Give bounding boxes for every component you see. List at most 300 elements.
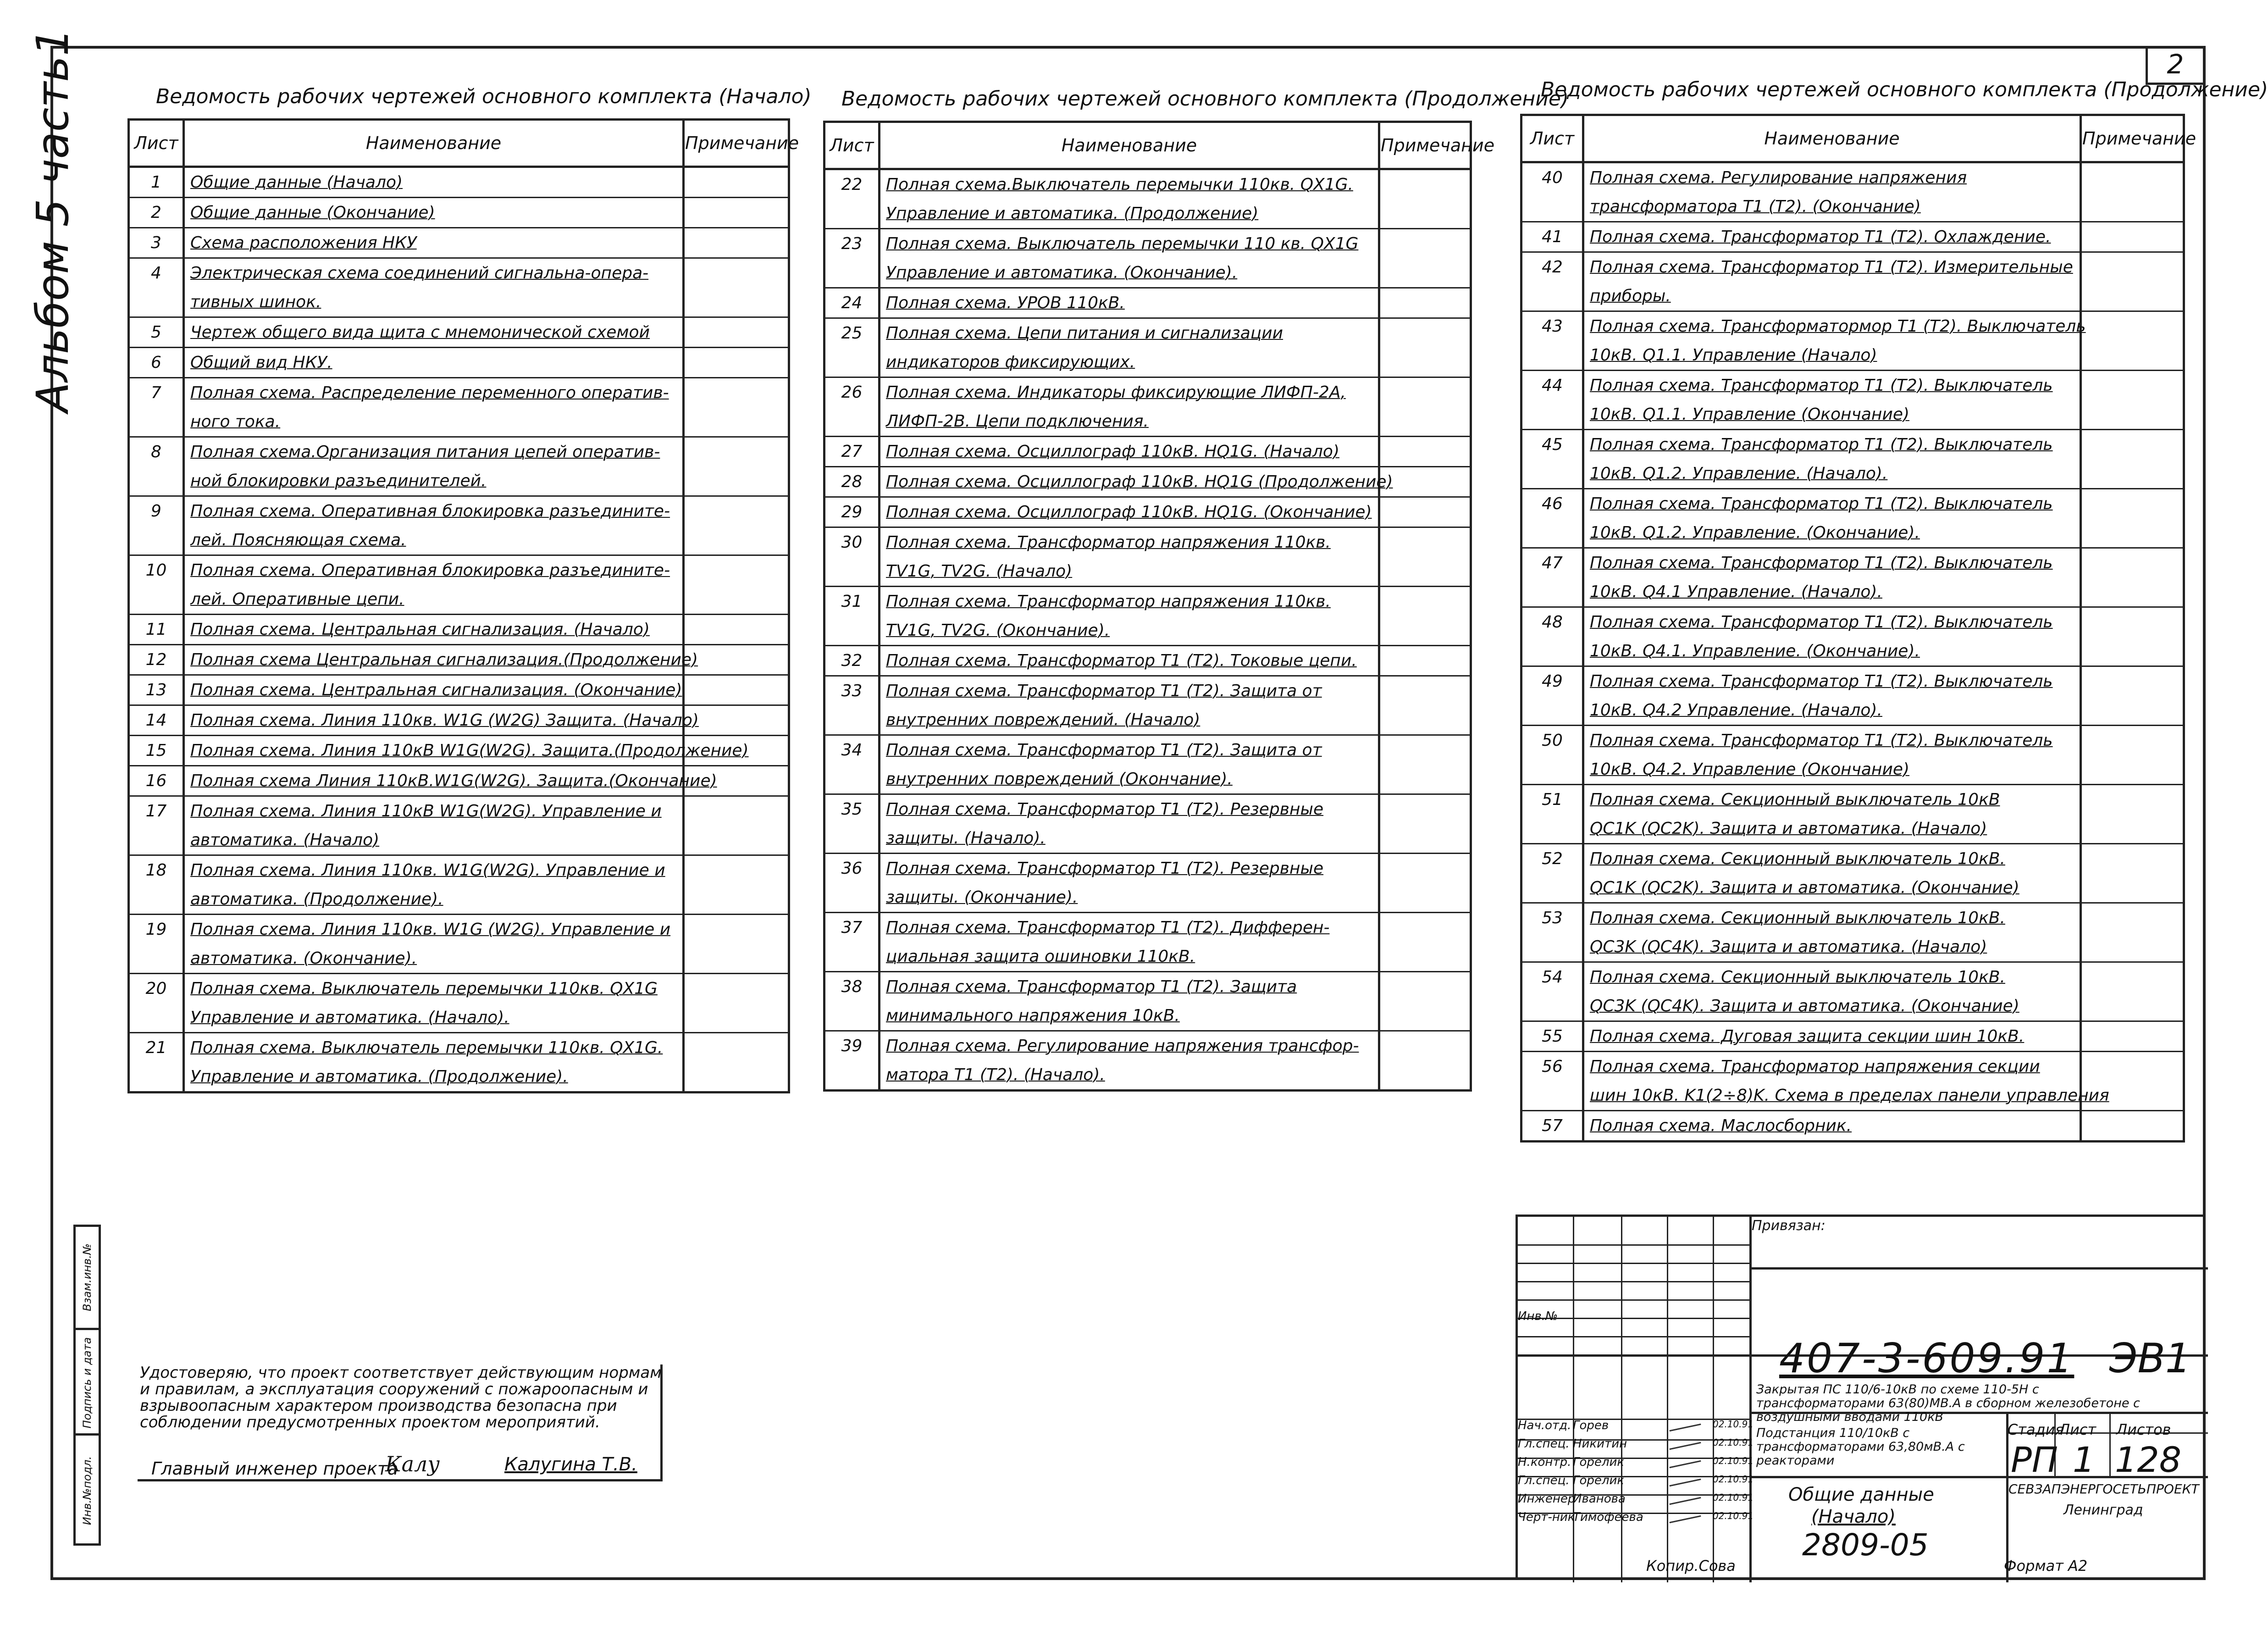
sheet-title: внутренних повреждений (Окончание). [880,765,1379,794]
sheet-number: 11 [129,615,184,645]
sheet-number [1521,696,1583,726]
table-row [1521,873,2184,903]
table-row [824,437,1471,467]
sheet-title: QC3K (QC4K). Защита и автоматика. (Окончание) [1583,992,2081,1021]
sheet-note [1379,348,1471,377]
sheet-title: Полная схема. Осциллограф 110кВ. HQ1G. (Окончание) [880,497,1379,527]
table-row [824,587,1471,616]
sheet-note [684,974,789,1004]
table-row [824,467,1471,497]
sheet-number: 12 [129,645,184,675]
sheet-number [1521,992,1583,1021]
sheet-title: TV1G, TV2G. (Начало) [880,557,1379,587]
sheet-note [1379,1060,1471,1091]
sheet-title: Полная схема. Регулирование напряжения [1583,162,2081,193]
table-row [129,466,789,496]
table-row [1521,341,2184,371]
side-label: Подпись и дата [81,1337,94,1429]
sheet-title: Полная схема.Организация питания цепей оператив- [184,437,684,467]
sheet-title: Полная схема. Центральная сигнализация. (Окончание) [184,675,684,705]
sheet-number [129,585,184,615]
sheet-number [1521,932,1583,962]
col-sheet-header: Лист [824,122,880,169]
sheet-note [1379,765,1471,794]
table-row [824,169,1471,200]
sheet-title: Полная схема. Трансформатор T1 (T2). Выключатель [1583,371,2081,400]
table-3-title: Ведомость рабочих чертежей основного комплекта (Продолжение) [1541,78,2268,101]
sheet-name-line-1: Общие данные [1788,1484,1934,1505]
table-row [1521,282,2184,311]
sheet-note [1379,735,1471,765]
sheet-number: 43 [1521,311,1583,341]
sheet-title: лей. Поясняющая схема. [184,526,684,555]
table-row [824,1001,1471,1031]
sheet-note [684,407,789,437]
sheet-number [1521,873,1583,903]
page-number: 2 [2146,46,2203,85]
sheet-number [824,705,880,735]
sheet-note [2081,873,2184,903]
sheet-title: QC1K (QC2K). Защита и автоматика. (Окончание) [1583,873,2081,903]
sheet-number: 29 [824,497,880,527]
sheet-note [2081,489,2184,519]
sheet-note [2081,459,2184,489]
sheet-note [684,1003,789,1033]
table-row [824,913,1471,943]
side-cell-inv-replace [76,1227,99,1328]
table-row [129,585,789,615]
col-sheet-header: Лист [129,120,184,167]
sheet-title: Управление и автоматика. (Продолжение) [880,199,1379,229]
sheet-number: 4 [129,258,184,288]
sheet-note [1379,883,1471,913]
table-row [1521,666,2184,696]
sheet-note [2081,371,2184,400]
sheet-title: Полная схема. Выключатель перемычки 110кв. QX1G [184,974,684,1004]
sheet-title: Полная схема. Маслосборник. [1583,1111,2081,1142]
sheet-note [684,796,789,826]
sheet-number [129,1062,184,1093]
table-row [129,736,789,766]
sheet-note [2081,844,2184,874]
sheet-number: 24 [824,288,880,318]
sheet-number [129,826,184,855]
sheet-title: QC3K (QC4K). Защита и автоматика. (Начало) [1583,932,2081,962]
sheet-number: 53 [1521,903,1583,933]
table-row [1521,400,2184,430]
sheet-note [684,615,789,645]
table-row [824,676,1471,706]
sheet-title: Полная схема. Трансформатор T1 (T2). Защита от [880,676,1379,706]
sheet-number: 22 [824,169,880,200]
sheet-note [2081,726,2184,755]
sheet-title: Полная схема. Трансформатормор T1 (T2). Выключатель [1583,311,2081,341]
sheet-title: Полная схема. Трансформатор T1 (T2). Выключатель [1583,607,2081,637]
table-2-title: Ведомость рабочих чертежей основного комплекта (Продолжение) [841,87,1569,111]
sheet-number [1521,282,1583,311]
sheet-title: Чертеж общего вида щита с мнемонической схемой [184,317,684,348]
table-row [129,826,789,855]
format-label: Формат А2 [2004,1557,2088,1575]
sheet-note [684,915,789,944]
sheet-title: Полная схема. Трансформатор T1 (T2). Резервные [880,854,1379,883]
sheet-note [1379,676,1471,706]
table-row [824,199,1471,229]
sheet-note [684,585,789,615]
sheet-number: 14 [129,705,184,736]
chief-engineer-role: Главный инженер проекта [151,1459,398,1479]
table-row [824,527,1471,557]
table-row [824,854,1471,883]
table-row [1521,785,2184,815]
sheet-number: 26 [824,377,880,407]
table-row [1521,755,2184,785]
table-row [129,615,789,645]
sheet-name [1788,1484,1934,1528]
sheet-note [2081,637,2184,666]
sheet-number: 49 [1521,666,1583,696]
drawing-number: 2809-05 [1802,1527,1929,1563]
col-name-header: Наименование [1583,115,2081,162]
signatory-date: 02.10.91 [1713,1455,1754,1466]
sheet-number: 15 [129,736,184,766]
sheet-note [2081,311,2184,341]
table-row [129,496,789,526]
table-row [129,1062,789,1093]
sheet-number [1521,1081,1583,1111]
sheet-title: внутренних повреждений. (Начало) [880,705,1379,735]
sheet-title: 10кВ. Q4.2. Управление (Окончание) [1583,755,2081,785]
sheet-number: 50 [1521,726,1583,755]
table-row [824,1031,1471,1061]
table-row [1521,696,2184,726]
sheet-number [824,1001,880,1031]
table-row [824,348,1471,377]
table-row [1521,371,2184,400]
sheet-note [2081,666,2184,696]
sheet-title: Полная схема. Трансформатор T1 (T2). Защита [880,972,1379,1002]
chief-engineer-name: Калугина Т.В. [504,1454,637,1475]
table-row [1521,162,2184,193]
sheet-note [2081,607,2184,637]
table-1-title: Ведомость рабочих чертежей основного комплекта (Начало) [156,85,812,108]
sheet-number: 55 [1521,1021,1583,1052]
table-row [824,824,1471,854]
sheet-note [684,705,789,736]
sheet-number [824,407,880,437]
sheet-title: Полная схема. Линия 110кВ W1G(W2G). Управление и [184,796,684,826]
sheet-title: Полная схема. Трансформатор T1 (T2). Токовые цепи. [880,646,1379,676]
sheet-number: 6 [129,348,184,378]
sheet-note [684,885,789,915]
table-row [129,944,789,974]
sheet-title: 10кВ. Q4.2 Управление. (Начало). [1583,696,2081,726]
sheet-title: Полная схема. Трансформатор T1 (T2). Выключатель [1583,430,2081,460]
sheet-title: 10кВ. Q4.1 Управление. (Начало). [1583,577,2081,607]
sheet-title: Полная схема. Трансформатор T1 (T2). Измерительные [1583,252,2081,282]
sheet-note [1379,942,1471,972]
sheet-number: 33 [824,676,880,706]
signatory-role: Н.контр. [1518,1455,1571,1469]
sheet-title: Полная схема Центральная сигнализация.(Продолжение) [184,645,684,675]
sheet-title: Полная схема. Трансформатор T1 (T2). Выключатель [1583,666,2081,696]
table-row [824,765,1471,794]
table-row [129,645,789,675]
sheet-title: Полная схема. Регулирование напряжения трансфор- [880,1031,1379,1061]
signatory-role: Инженер [1518,1492,1576,1506]
stage-value: РП [2011,1439,2058,1480]
signatory-name: Горев [1573,1419,1609,1432]
sheet-title: 10кВ. Q1.1. Управление (Начало) [1583,341,2081,371]
sheet-title: Полная схема. Индикаторы фиксирующие ЛИФП-2А, [880,377,1379,407]
sheet-number: 42 [1521,252,1583,282]
sheet-title: лей. Оперативные цепи. [184,585,684,615]
sheet-title: Полная схема. Линия 110кв. W1G(W2G). Управление и [184,855,684,885]
sheet-number [1521,755,1583,785]
sheet-title: QC1K (QC2K). Защита и автоматика. (Начало) [1583,814,2081,844]
table-row [129,766,789,796]
copy-label: Копир.Сова [1646,1557,1736,1575]
sheets-value: 128 [2115,1439,2182,1480]
sheet-note [2081,932,2184,962]
sheet-number [824,258,880,288]
sheet-number [824,348,880,377]
certification-text: Удостоверяю, что проект соответствует действующим нормам и правилам, а эксплуатация сооружений с пожароопасным и взрывоопасным характером производства безопасна при соблюдении предусмотренных проектом мероприятий. [140,1364,662,1431]
sheet-number: 10 [129,555,184,585]
sheet-title: Полная схема. Дуговая защита секции шин 10кВ. [1583,1021,2081,1052]
sheet-note [684,378,789,408]
sheet-value: 1 [2073,1439,2095,1480]
signatory-name: Горелик [1573,1455,1625,1469]
sheet-number [1521,637,1583,666]
sheet-title: Управление и автоматика. (Продолжение). [184,1062,684,1093]
sheet-note [1379,616,1471,646]
table-row [129,167,789,198]
sheet-note [684,348,789,378]
sheet-number [1521,518,1583,548]
table-row [129,258,789,288]
sheet-title: Общие данные (Окончание) [184,198,684,228]
sheet-number: 32 [824,646,880,676]
table-row [824,942,1471,972]
sheet-note [2081,962,2184,992]
sheet-number [129,944,184,974]
sheet-note [2081,577,2184,607]
sheet-note [2081,755,2184,785]
sheet-note [2081,992,2184,1021]
table-row [824,318,1471,348]
document-mark: ЭВ1 [2109,1335,2191,1382]
sheet-note [2081,341,2184,371]
sheet-number: 31 [824,587,880,616]
table-row [824,497,1471,527]
sheet-note [1379,913,1471,943]
sheet-number: 44 [1521,371,1583,400]
table-row [129,796,789,826]
sheet-note [1379,705,1471,735]
sheet-title: Полная схема. Трансформатор напряжения 110кв. [880,527,1379,557]
sheet-note [2081,518,2184,548]
sheet-number: 18 [129,855,184,885]
sheet-note [1379,557,1471,587]
sheet-number [1521,341,1583,371]
table-row [1521,459,2184,489]
col-note-header: Примечание [2081,115,2184,162]
sheet-number [824,616,880,646]
sheet-number: 21 [129,1033,184,1063]
sheet-note [684,466,789,496]
sheet-note [2081,192,2184,222]
table-row [1521,1052,2184,1081]
sheet-note [684,855,789,885]
sheet-note [2081,282,2184,311]
sheet-title: приборы. [1583,282,2081,311]
table-row [129,348,789,378]
sheet-note [1379,527,1471,557]
sheet-title: Схема расположения НКУ [184,228,684,258]
side-cell-inv-original [76,1433,99,1546]
sheet-title: Полная схема. Линия 110кв. W1G (W2G) Защита. (Начало) [184,705,684,736]
sheet-note [1379,377,1471,407]
sheet-title: Полная схема. Секционный выключатель 10кВ [1583,785,2081,815]
sheet-number: 37 [824,913,880,943]
table-row [1521,489,2184,519]
inv-label: Инв.№ [1518,1309,1558,1323]
project-description: Закрытая ПС 110/6-10кВ по схеме 110-5Н с трансформаторами 63(80)МВ.А в сборном железобетоне с воздушными вводами 110кВ [1756,1382,2140,1424]
side-label: Инв.№подл. [81,1456,94,1525]
drawings-table-3 [1520,114,2196,1142]
sheet-title: Полная схема. Выключатель перемычки 110 кв. QX1G [880,229,1379,259]
table-row [824,258,1471,288]
table-row [824,735,1471,765]
sheet-number [824,1060,880,1091]
signatory-date: 02.10.91 [1713,1510,1754,1521]
side-strip [73,1225,101,1546]
sheet-number [1521,577,1583,607]
sheet-number [824,199,880,229]
sheet-number [129,885,184,915]
sheet-title: индикаторов фиксирующих. [880,348,1379,377]
sheet-title: Полная схема. Трансформатор T1 (T2). Резервные [880,794,1379,824]
sheet-title: Полная схема. Цепи питания и сигнализации [880,318,1379,348]
sheet-number: 41 [1521,222,1583,252]
table-row [824,407,1471,437]
sheet-note [2081,222,2184,252]
table-row [824,705,1471,735]
signatory-date: 02.10.91 [1713,1474,1754,1485]
chief-engineer-signature: Калу [385,1452,440,1476]
sheet-title: автоматика. (Начало) [184,826,684,855]
table-row [129,288,789,317]
sheet-number: 40 [1521,162,1583,193]
object-description: Подстанция 110/10кВ с трансформаторами 63,80мВ.А с реакторами [1756,1426,1965,1468]
table-row [1521,814,2184,844]
sheet-title: Полная схема. Распределение переменного оператив- [184,378,684,408]
sheet-title: 10кВ. Q1.2. Управление. (Начало). [1583,459,2081,489]
sheet-number: 34 [824,735,880,765]
sheet-number [129,526,184,555]
sheet-number: 30 [824,527,880,557]
sheet-number [824,942,880,972]
sheet-number: 35 [824,794,880,824]
sheet-title: ЛИФП-2В. Цепи подключения. [880,407,1379,437]
sheet-title: Управление и автоматика. (Начало). [184,1003,684,1033]
sheet-title: ной блокировки разъединителей. [184,466,684,496]
drawings-table-1 [127,118,799,1093]
table-row [129,526,789,555]
table-row [1521,192,2184,222]
sheet-title: Полная схема. Центральная сигнализация. (Начало) [184,615,684,645]
table-row [1521,844,2184,874]
sheet-note [684,1062,789,1093]
table-row [129,198,789,228]
table-row [1521,726,2184,755]
sheet-number: 25 [824,318,880,348]
table-row [824,616,1471,646]
side-label: Взам.инв.№ [81,1243,94,1311]
organization: СЕВЗАПЭНЕРГОСЕТЬПРОЕКТ [2008,1481,2199,1497]
sheet-note [2081,785,2184,815]
sheet-number: 38 [824,972,880,1002]
sheet-title: Полная схема. Трансформатор T1 (T2). Защита от [880,735,1379,765]
sheet-title: Полная схема. Осциллограф 110кВ. HQ1G. (Начало) [880,437,1379,467]
sheet-title: Полная схема. Трансформатор T1 (T2). Дифферен- [880,913,1379,943]
table-row [129,885,789,915]
table-row [129,705,789,736]
sheet-number: 46 [1521,489,1583,519]
table-row [1521,577,2184,607]
sheet-number: 56 [1521,1052,1583,1081]
table-row [824,557,1471,587]
sheet-title: автоматика. (Продолжение). [184,885,684,915]
city: Ленинград [2063,1502,2143,1518]
sheet-number [129,288,184,317]
sheet-title: Полная схема. УРОВ 110кВ. [880,288,1379,318]
sheet-title: автоматика. (Окончание). [184,944,684,974]
sheet-note [684,317,789,348]
sheet-number [1521,814,1583,844]
album-label-text: Альбом 5 часть1 [27,28,78,412]
sheet-number: 5 [129,317,184,348]
sheet-note [2081,162,2184,193]
sheet-number: 23 [824,229,880,259]
signatory-role: Гл.спец. [1518,1437,1570,1451]
sheet-note [1379,318,1471,348]
sheet-note [684,228,789,258]
sheet-number: 16 [129,766,184,796]
document-code: 407-3-609.91 [1779,1335,2074,1382]
table-row [1521,1021,2184,1052]
sheet-number: 19 [129,915,184,944]
album-label [14,28,92,412]
sheet-title: Полная схема. Линия 110кв. W1G (W2G). Управление и [184,915,684,944]
sheet-note [684,675,789,705]
col-sheet-header: Лист [1521,115,1583,162]
sheet-number [824,765,880,794]
sheet-number [824,883,880,913]
sheet-note [1379,288,1471,318]
sheet-title: Полная схема. Выключатель перемычки 110кв. QX1G. [184,1033,684,1063]
sheet-number [824,557,880,587]
sheet-title: Электрическая схема соединений сигнальна-опера- [184,258,684,288]
sheet-number: 8 [129,437,184,467]
sheet-number: 28 [824,467,880,497]
col-note-header: Примечание [1379,122,1471,169]
sheet-note [684,288,789,317]
sheet-note [2081,252,2184,282]
table-row [824,377,1471,407]
sheet-note [2081,814,2184,844]
